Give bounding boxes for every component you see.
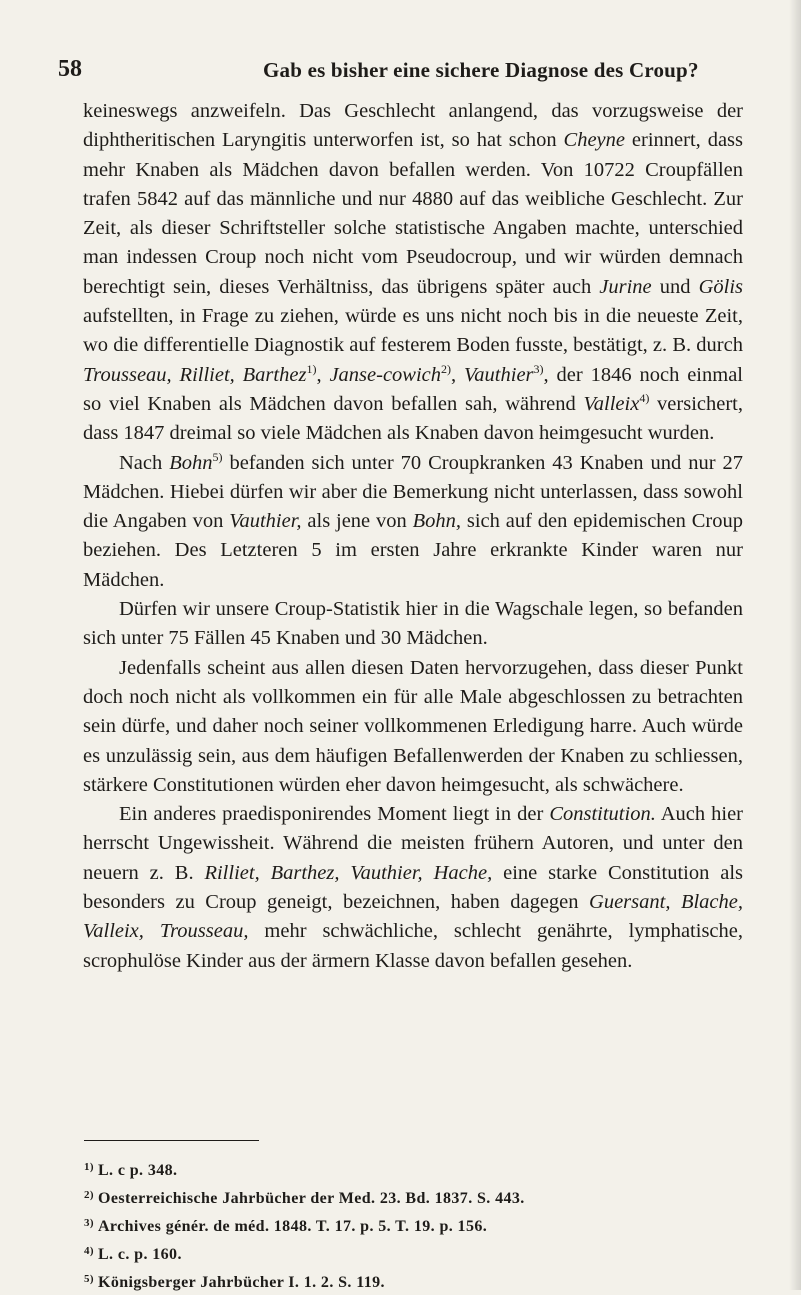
text-run: Dürfen wir unsere Croup-Statistik hier in die Wagschale legen, so befanden sich unter 75 Fällen 45 Knaben und 30 Mädchen. [83,598,743,650]
body-text [83,97,743,976]
running-title: Gab es bisher eine sichere Diagnose des Croup? [263,58,699,82]
italic-name: Trousseau, Rilliet, Barthez [83,363,307,386]
paragraph [83,449,743,595]
footnote-reference: 5) [212,449,223,464]
text-run: , [451,363,465,386]
page-header [58,56,738,86]
footnotes [84,1155,744,1295]
text-run: befanden sich unter 70 Croupkranken 43 Knaben und nur 27 Mädchen. Hiebei dürfen wir aber die Bemerkung nicht unterlassen, dass sowohl die Angaben von [83,451,743,533]
paragraph [83,595,743,654]
footnote-text: L. c p. 348. [97,1162,178,1179]
paragraph [83,97,743,449]
italic-name: Rilliet, Barthez, Vauthier, Hache, [204,861,493,884]
footnote-text: Oesterreichische Jahrbücher der Med. 23. Bd. 1837. S. 443. [97,1190,525,1207]
italic-name: Bohn [169,451,213,474]
footnote-text: L. c. p. 160. [97,1246,182,1263]
italic-name: Guersant, Blache, Valleix, Trousseau, [83,891,743,943]
footnote [84,1183,744,1211]
footnote-mark: 5) [84,1273,94,1285]
text-run: versichert, dass 1847 dreimal so viele Mädchen als Knaben davon heimgesucht wurden. [83,392,743,445]
text-run: sich auf den epidemischen Croup beziehen. Des Letzteren 5 im ersten Jahre erkrankte Kinder waren nur Mädchen. [83,510,744,591]
footnote-reference: 1) [306,361,317,376]
italic-name: Vauthier [464,363,534,386]
text-run: eine starke Constitution als besonders zu Croup geneigt, bezeichnen, haben dagegen [83,861,743,914]
italic-name: Bohn, [412,510,462,533]
text-run: Auch hier herrscht Ungewissheit. Während die meisten frühern Autoren, und unter den neuern z. B. [83,803,743,884]
text-run: und [651,275,699,298]
page-number: 58 [58,56,82,82]
footnote-reference: 2) [441,361,452,376]
footnote [84,1239,744,1267]
text-run: mehr schwächliche, schlecht genährte, lymphatische, scrophulöse Kinder aus der ärmern Klasse davon befallen gesehen. [83,920,743,972]
text-run: als jene von [301,510,413,533]
paragraph [83,654,743,800]
text-run: Nach [119,451,170,474]
italic-name: Janse-cowich [329,363,442,386]
italic-name: Valleix [583,392,640,415]
page-edge-shadow [789,0,801,1290]
footnote-mark: 3) [84,1217,94,1229]
italic-name: Vauthier, [229,510,302,533]
italic-name: Cheyne [563,129,625,152]
text-run: , [316,363,330,386]
footnote [84,1155,744,1183]
footnote-mark: 1) [84,1161,94,1173]
text-run: keineswegs anzweifeln. Das Geschlecht anlangend, das vorzugsweise der diphtheritischen Laryngitis unterworfen ist, so hat schon [83,100,743,152]
footnote-text: Archives génér. de méd. 1848. T. 17. p. 5. T. 19. p. 156. [97,1218,488,1235]
paragraph [83,800,743,976]
footnote-text: Königsberger Jahrbücher I. 1. 2. S. 119. [97,1274,385,1291]
text-run: aufstellten, in Frage zu ziehen, würde es uns nicht noch bis in die neueste Zeit, wo die differentielle Diagnostik auf festerem Boden fusste, bestätigt, z. B. durch [83,305,743,357]
italic-name: Constitution. [549,803,656,826]
text-run: , der 1846 noch einmal so viel Knaben als Mädchen davon befallen sah, während [83,363,743,415]
footnote-reference: 4) [639,390,650,405]
text-run: erinnert, dass mehr Knaben als Mädchen davon befallen werden. Von 10722 Croupfällen trafen 5842 auf das männliche und nur 4880 auf das weibliche Geschlecht. Zur Zeit, als dieser Schriftsteller solche statistische Angaben machte, unterschied man indessen Croup noch nicht vom Pseudocroup, und wir würden demnach berechtigt sein, dieses Verhältniss, das übrigens später auch [83,129,743,298]
text-run: Jedenfalls scheint aus allen diesen Daten hervorzugehen, dass dieser Punkt doch noch nicht als vollkommen ein für alle Male abgeschlossen zu betrachten sein dürfe, und daher noch seiner vollkommenen Erledigung harre. Auch würde es unzulässig sein, aus dem häufigen Befallenwerden der Knaben zu schliessen, stärkere Constitutionen würden eher davon heimgesucht, als schwächere. [83,656,743,796]
italic-name: Gölis [698,275,744,298]
italic-name: Jurine [599,275,652,298]
footnote-reference: 3) [533,361,544,376]
text-run: Ein anderes praedisponirendes Moment liegt in der [119,803,550,826]
footnote [84,1211,744,1239]
footnote-mark: 4) [84,1245,94,1257]
footnote-rule [84,1140,259,1141]
footnote-mark: 2) [84,1189,94,1201]
footnote [84,1267,744,1295]
